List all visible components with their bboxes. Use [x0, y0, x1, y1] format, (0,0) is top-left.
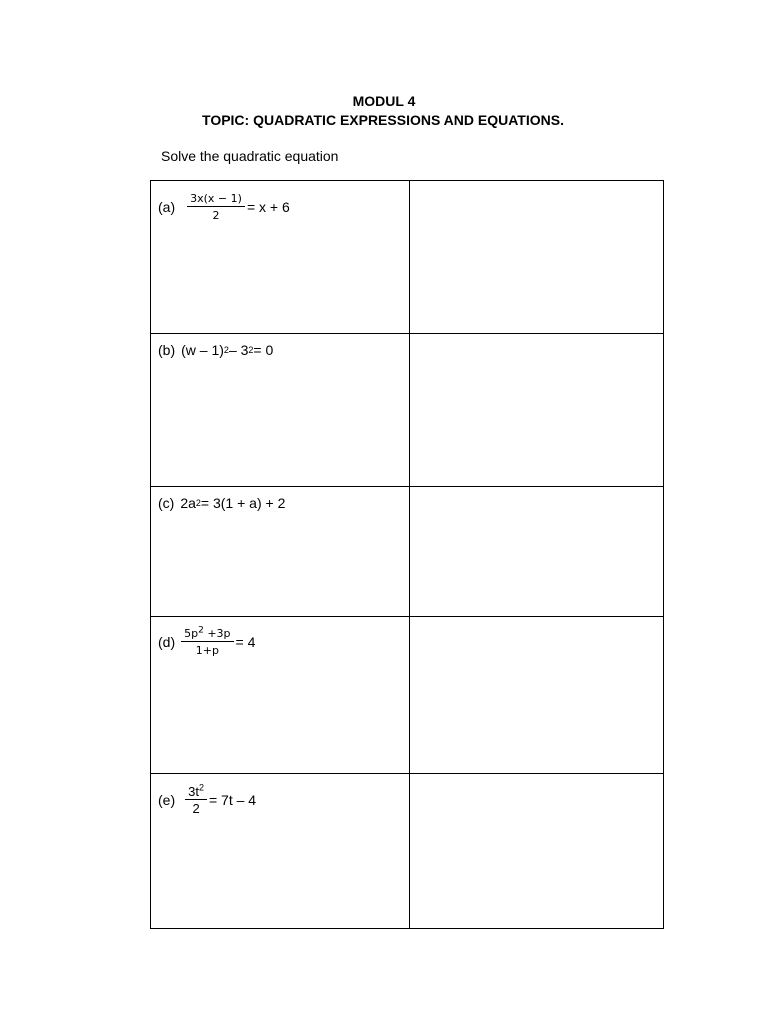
fraction-denominator: 2 [192, 801, 200, 816]
exponent: 2 [198, 782, 204, 793]
equation-rhs: = 0 [253, 342, 274, 358]
fraction-denominator: 1+p [195, 644, 219, 657]
question-label: (c) [158, 495, 175, 511]
equation-term: 2a [180, 495, 196, 511]
answer-cell-b[interactable] [410, 334, 664, 487]
instruction-text: Solve the quadratic equation [161, 148, 339, 164]
fraction-numerator [181, 627, 233, 642]
question-row-a [151, 181, 664, 334]
question-row-b [151, 334, 664, 487]
answer-cell-e[interactable] [410, 774, 664, 929]
question-label: (b) [158, 342, 176, 358]
question-label: (a) [158, 199, 176, 215]
equation-term: (w – 1) [181, 342, 224, 358]
fraction-denominator: 2 [212, 209, 220, 222]
numerator-term: +3p [203, 627, 231, 640]
equation-term: – 3 [228, 342, 249, 358]
fraction [187, 192, 245, 222]
equation-a [158, 192, 409, 222]
question-cell-a [151, 181, 410, 334]
fraction-numerator [185, 782, 207, 800]
numerator-term: 3t [188, 784, 199, 799]
questions-table [150, 180, 664, 929]
equation-rhs: = 3(1 + a) + 2 [200, 495, 286, 511]
numerator-term: 5p [184, 627, 199, 640]
question-cell-d [151, 617, 410, 774]
fraction [185, 782, 207, 816]
fraction [181, 627, 233, 657]
question-cell-c [151, 487, 410, 617]
topic-title: TOPIC: QUADRATIC EXPRESSIONS AND EQUATIONS. [202, 112, 564, 128]
equation-b: (b) (w – 1) 2 – 3 2 = 0 [158, 342, 274, 358]
equation-c: (c) 2a 2 = 3(1 + a) + 2 [158, 495, 286, 511]
answer-cell-a[interactable] [410, 181, 664, 334]
question-row-c [151, 487, 664, 617]
equation-rhs: = 4 [235, 634, 256, 650]
question-cell-e [151, 774, 410, 929]
fraction-numerator: 3x(x − 1) [187, 192, 245, 207]
answer-cell-d[interactable] [410, 617, 664, 774]
question-row-e [151, 774, 664, 929]
question-row-d [151, 617, 664, 774]
equation-rhs: = 7t – 4 [208, 792, 257, 808]
question-label: (e) [158, 792, 176, 808]
equation-rhs: = x + 6 [246, 199, 290, 215]
equation-e [158, 782, 409, 816]
question-label: (d) [158, 634, 176, 650]
module-title: MODUL 4 [352, 93, 416, 109]
question-cell-b [151, 334, 410, 487]
equation-d [158, 627, 409, 657]
answer-cell-c[interactable] [410, 487, 664, 617]
exponent: 2 [198, 625, 204, 636]
